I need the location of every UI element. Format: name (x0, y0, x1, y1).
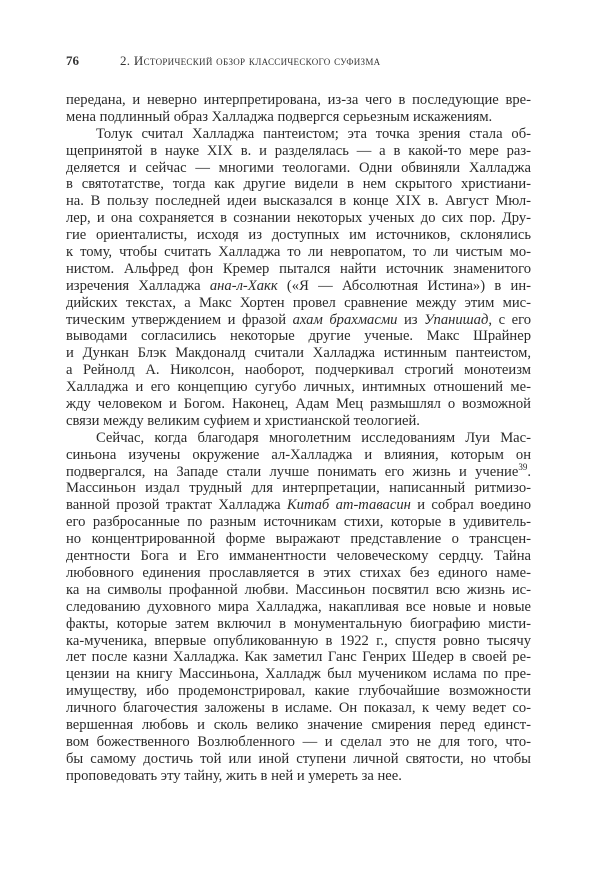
text-segment: к тому, чтобы считать Халладжа то ли невропатом, то ли чистым мо- (66, 244, 531, 261)
text-segment: тическим утверждением и фразой (66, 311, 293, 328)
text-segment: дентности Бога и Его имманентности человеческому сердцу. Тайна (66, 548, 531, 565)
text-line (66, 768, 531, 785)
text-line (66, 328, 531, 345)
page-header (66, 53, 531, 69)
text-segment: имуществу, ибо продемонстрировал, какие глубочайшие возможности (66, 683, 531, 700)
text-line (66, 345, 531, 362)
text-line (66, 430, 531, 447)
text-line (66, 160, 531, 177)
text-segment: проповедовать эту тайну, жить в ней и умереть за нее. (66, 767, 402, 784)
footnote-ref[interactable]: 39 (518, 461, 528, 472)
text-segment: вом божественного Возлюбленного — и сделал это не для того, что- (66, 733, 531, 750)
text-line (66, 751, 531, 768)
text-segment: щепринятой в науке XIX в. и разделялась — а в какой-то мере раз- (66, 142, 531, 159)
text-segment: а Рейнолд А. Николсон, наоборот, подчеркивал строгий монотеизм (66, 362, 531, 379)
text-line (66, 497, 531, 514)
text-line (66, 143, 531, 160)
text-line (66, 480, 531, 497)
text-line (66, 362, 531, 379)
page-number: 76 (66, 53, 79, 68)
text-segment: но концентрированной форме выражают представление о трансцен- (66, 531, 531, 548)
text-line (66, 531, 531, 548)
paragraph (66, 430, 531, 785)
text-segment: деляется и сейчас — многими теологами. Одни обвиняли Халладжа (66, 159, 531, 176)
text-line (66, 109, 531, 126)
text-segment: на. В пользу последней идеи высказался в конце XIX в. Август Мюл- (66, 193, 531, 210)
text-segment: Сейчас, когда благодаря многолетним исследованиям Луи Мас- (96, 429, 531, 446)
paragraph (66, 92, 531, 126)
text-segment: связи между великим суфием и христианской теологией. (66, 412, 420, 429)
text-line (66, 396, 531, 413)
italic-term: ахам брахмасми (292, 311, 398, 328)
text-line (66, 413, 531, 430)
text-line (66, 582, 531, 599)
text-line (66, 126, 531, 143)
text-segment: передана, и неверно интерпретирована, из-за чего в последующие вре- (66, 92, 531, 108)
text-segment: факты, которые затем включил в монументальную биографию мисти- (66, 615, 531, 632)
text-segment: любовного единения прославляется в этих стихах без единого наме- (66, 564, 531, 581)
text-line (66, 548, 531, 565)
text-segment: из (397, 311, 425, 328)
text-segment: выводами согласились некоторые другие ученые. Макс Шрайнер (66, 328, 531, 345)
text-line (66, 700, 531, 717)
italic-term: ана-л-Хакк (209, 277, 278, 294)
text-segment: в святотатстве, тогда как другие видели в нем скрытого христиани- (66, 176, 531, 193)
text-line (66, 227, 531, 244)
text-segment: лет после казни Халладжа. Как заметил Ганс Генрих Шедер в своей ре- (66, 649, 531, 666)
text-line (66, 633, 531, 650)
text-segment: Массиньон издал трудный для интерпретации, написанный ритмизо- (66, 480, 531, 497)
text-segment: вершенная любовь и сколь велико значение смирения перед единст- (66, 716, 531, 733)
text-line (66, 295, 531, 312)
text-line (66, 616, 531, 633)
text-line (66, 193, 531, 210)
text-line (66, 717, 531, 734)
text-segment: подвергался, на Западе стали лучше понимать его жизнь и учение (66, 463, 519, 480)
text-segment: Халладжа и его концепцию сугубо личных, интимных отношений ме- (66, 379, 531, 396)
text-line (66, 649, 531, 666)
text-segment: лер, и она сохраняется в сознании некоторых ученых до сих пор. Дру- (66, 210, 531, 227)
text-line (66, 176, 531, 193)
text-line (66, 447, 531, 464)
text-line (66, 244, 531, 261)
text-line (66, 461, 531, 481)
italic-term: Упанишад (424, 311, 489, 328)
text-segment: синьона изучены окружение ал-Халладжа и влияния, которым он (66, 446, 531, 463)
text-line (66, 599, 531, 616)
text-segment: дийских текстах, а Макс Хортен провел сравнение между этим мис- (66, 294, 531, 311)
text-segment: , с его (488, 311, 531, 328)
text-line (66, 379, 531, 396)
text-line (66, 278, 531, 295)
running-title: 2. Исторический обзор классического суфизма (120, 53, 381, 68)
text-line (66, 261, 531, 278)
italic-term: Китаб ат-тавасин (286, 497, 411, 514)
text-segment: бы самому достичь той или иной ступени личной святости, но чтобы (66, 750, 531, 767)
text-segment: ка-мученика, впервые опубликованную в 1922 г., спустя ровно тысячу (66, 632, 531, 649)
text-segment: и Дункан Блэк Макдоналд считали Халладжа истинным пантеистом, (66, 345, 531, 362)
text-line (66, 565, 531, 582)
text-segment: ванной прозой трактат Халладжа (66, 497, 287, 514)
text-segment: следованию духовного мира Халладжа, накапливая все новые и новые (66, 598, 531, 615)
text-segment: гие ориенталисты, исходя из доступных им источников, склонялись (66, 227, 531, 244)
text-segment: («Я — Абсолютная Истина») в ин- (277, 277, 531, 294)
text-segment: личного благочестия заложены в исламе. Он показал, к чему ведет со- (66, 700, 531, 717)
text-line (66, 92, 531, 109)
text-segment: ка на символы профанной любви. Массиньон посвятил всю жизнь ис- (66, 581, 531, 598)
text-segment: мена подлинный образ Халладжа подвергся серьезным искажениям. (66, 108, 493, 125)
text-segment: . (527, 463, 531, 480)
text-segment: цензии на книгу Массиньона, Халладж был мучеником ислама по пре- (66, 666, 531, 683)
text-line (66, 683, 531, 700)
text-line (66, 312, 531, 329)
text-segment: Толук считал Халладжа пантеистом; эта точка зрения стала об- (96, 125, 531, 142)
paragraph (66, 126, 531, 430)
text-segment: жду человеком и Богом. Наконец, Адам Мец размышлял о возможной (66, 396, 531, 413)
body-text (66, 92, 531, 785)
text-segment: его разбросанные по разным источникам стихи, которые в удивитель- (66, 514, 531, 531)
text-line (66, 210, 531, 227)
text-segment: и собрал воедино (410, 497, 531, 514)
text-segment: нистом. Альфред фон Кремер пытался найти источник знаменитого (66, 260, 531, 277)
text-line (66, 514, 531, 531)
text-line (66, 734, 531, 751)
text-segment: изречения Халладжа (66, 277, 210, 294)
text-line (66, 666, 531, 683)
